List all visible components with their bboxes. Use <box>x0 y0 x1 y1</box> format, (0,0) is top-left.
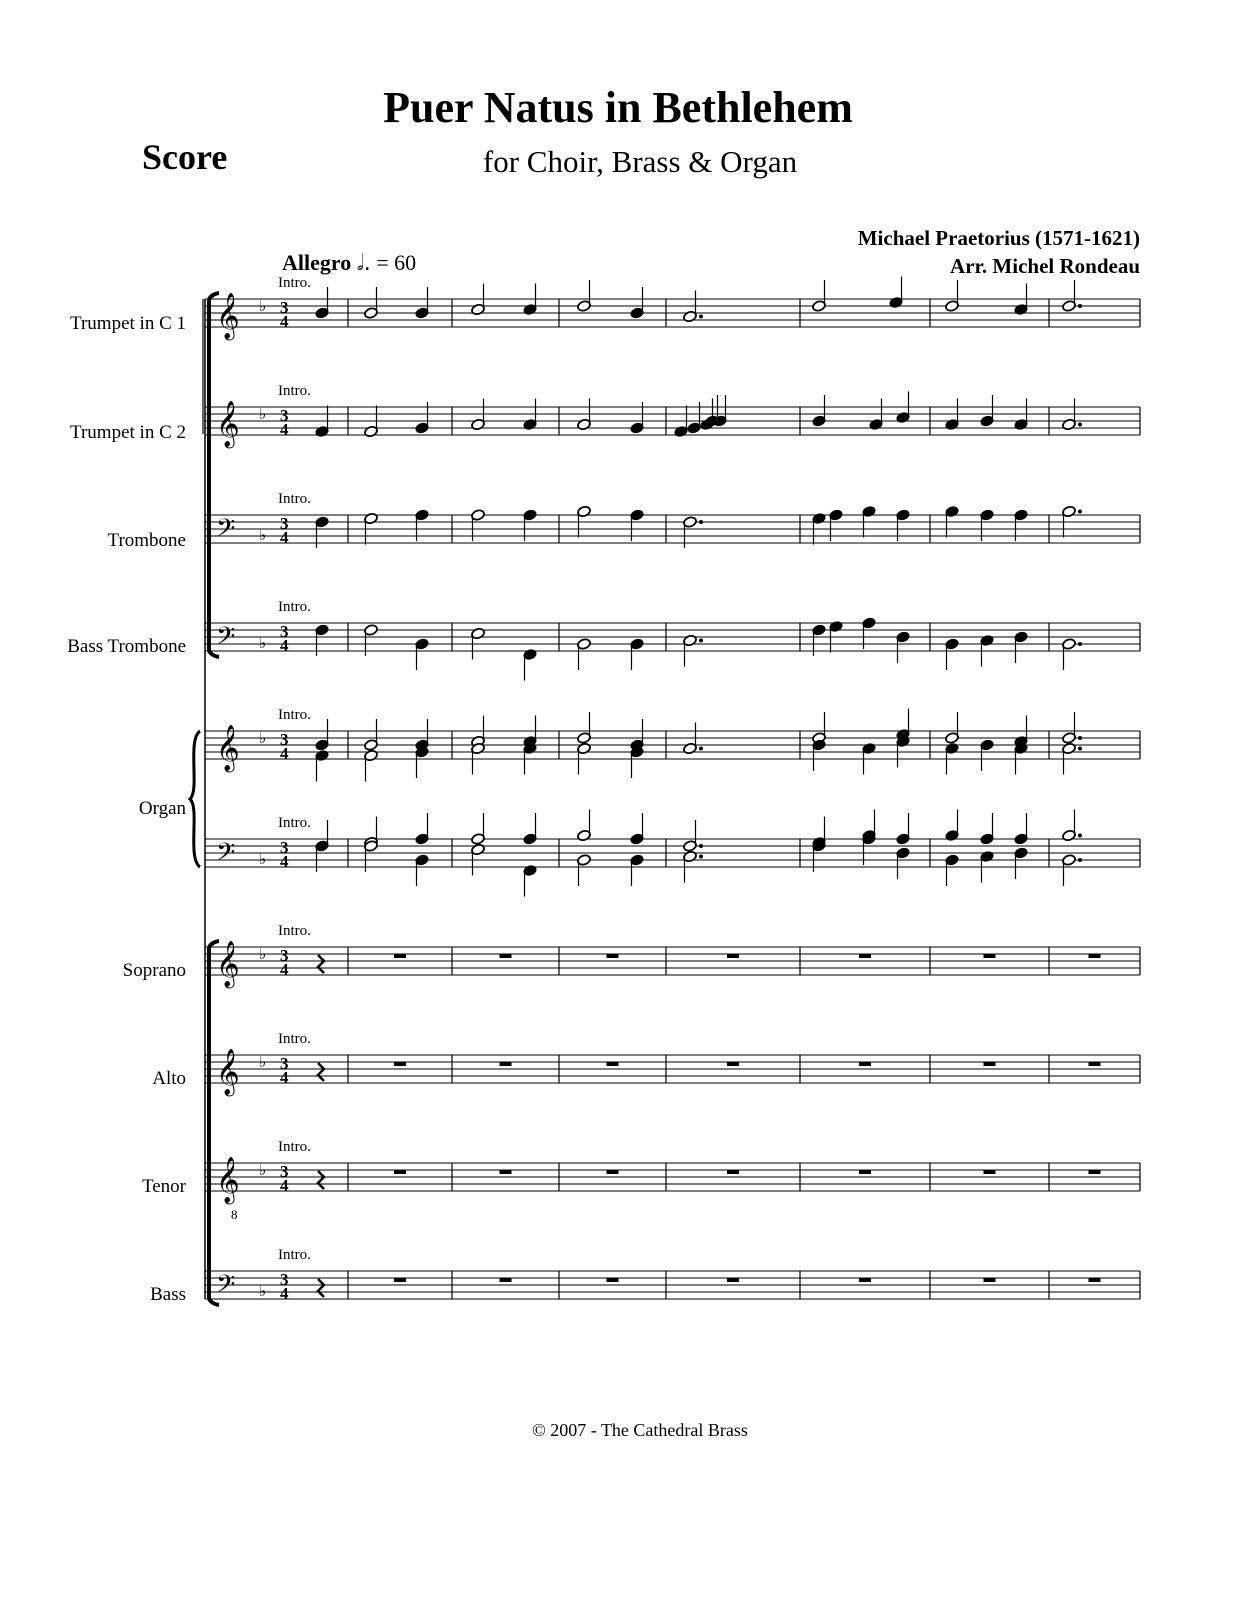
staff <box>205 407 1140 435</box>
quarter-rest-icon <box>318 1171 324 1189</box>
instrument-name-tenor: Tenor <box>141 1176 186 1197</box>
flat-icon: ♭ <box>259 1161 267 1179</box>
time-signature-top: 3 <box>280 1270 289 1289</box>
time-signature-bottom: 4 <box>280 528 289 547</box>
time-signature-top: 3 <box>280 1162 289 1181</box>
flat-icon: ♭ <box>259 1053 267 1071</box>
time-signature-bottom: 4 <box>280 852 289 871</box>
copyright: © 2007 - The Cathedral Brass <box>532 1420 748 1440</box>
time-signature-bottom: 4 <box>280 744 289 763</box>
instrument-name-trombone: Trombone <box>107 530 186 551</box>
whole-rest-icon <box>500 954 512 958</box>
brace-icon <box>190 731 200 867</box>
whole-rest-icon <box>607 1062 619 1066</box>
whole-rest-icon <box>727 1170 739 1174</box>
flat-icon: ♭ <box>259 405 267 423</box>
whole-rest-icon <box>394 1062 406 1066</box>
whole-rest-icon <box>1089 1170 1101 1174</box>
staff <box>205 1055 1140 1083</box>
dot <box>699 747 703 751</box>
section-label: Intro. <box>278 1247 311 1263</box>
dot <box>1078 304 1082 308</box>
whole-rest-icon <box>984 954 996 958</box>
time-signature-bottom: 4 <box>280 636 289 655</box>
time-signature-bottom: 4 <box>280 1284 289 1303</box>
section-label: Intro. <box>278 1139 311 1155</box>
instrument-name-bass-trombone: Bass Trombone <box>67 636 186 657</box>
time-signature-top: 3 <box>280 514 289 533</box>
dot <box>1078 736 1082 740</box>
bracket-icon <box>209 941 219 1305</box>
staff <box>205 839 1140 867</box>
whole-rest-icon <box>1089 1278 1101 1282</box>
dot <box>1078 834 1082 838</box>
whole-rest-icon <box>1089 954 1101 958</box>
whole-rest-icon <box>727 1062 739 1066</box>
whole-rest-icon <box>394 1170 406 1174</box>
score-title: Puer Natus in Bethlehem <box>383 83 853 132</box>
whole-rest-icon <box>1089 1062 1101 1066</box>
tempo-value: = 60 <box>376 250 417 275</box>
dot <box>699 844 703 848</box>
dot <box>699 639 703 643</box>
bass-clef-icon: 𝄢 <box>216 838 236 873</box>
bracket-icon <box>209 293 219 657</box>
staff <box>205 947 1140 975</box>
flat-icon: ♭ <box>259 1282 267 1300</box>
score-subtitle: for Choir, Brass & Organ <box>482 144 798 179</box>
flat-icon: ♭ <box>259 945 267 963</box>
bass-clef-icon: 𝄢 <box>216 1270 236 1305</box>
whole-rest-icon <box>500 1062 512 1066</box>
dot <box>1078 858 1082 862</box>
arranger-credit: Arr. Michel Rondeau <box>950 254 1140 278</box>
quarter-rest-icon <box>318 1063 324 1081</box>
dot <box>1078 423 1082 427</box>
whole-rest-icon <box>727 1278 739 1282</box>
dotted-half-note-icon: 𝅗𝅥. <box>356 251 371 276</box>
time-signature-top: 3 <box>280 406 289 425</box>
instrument-name-trumpet-1: Trumpet in C 1 <box>70 313 186 334</box>
whole-rest-icon <box>394 1278 406 1282</box>
flat-icon: ♭ <box>259 297 267 315</box>
staff <box>205 731 1140 759</box>
staff <box>205 1163 1140 1191</box>
treble-clef-icon: 𝄞 <box>216 293 240 339</box>
flat-icon: ♭ <box>259 729 267 747</box>
section-label: Intro. <box>278 275 311 291</box>
time-signature-top: 3 <box>280 730 289 749</box>
score-label: Score <box>142 137 228 177</box>
staff <box>205 299 1140 327</box>
quarter-rest-icon <box>318 955 324 973</box>
flat-icon: ♭ <box>259 526 267 544</box>
whole-rest-icon <box>984 1062 996 1066</box>
tempo-text: Allegro <box>282 250 352 275</box>
treble-clef-icon: 𝄞 <box>216 725 240 771</box>
staff <box>205 1271 1140 1299</box>
time-signature-top: 3 <box>280 946 289 965</box>
treble-clef-icon: 𝄞 <box>216 941 240 987</box>
dot <box>699 855 703 859</box>
instrument-name-trumpet-2: Trumpet in C 2 <box>70 422 186 443</box>
flat-icon: ♭ <box>259 850 267 868</box>
dot <box>1078 747 1082 751</box>
dot <box>699 520 703 524</box>
time-signature-top: 3 <box>280 298 289 317</box>
whole-rest-icon <box>500 1278 512 1282</box>
section-label: Intro. <box>278 815 311 831</box>
section-label: Intro. <box>278 599 311 615</box>
time-signature-bottom: 4 <box>280 312 289 331</box>
time-signature-top: 3 <box>280 838 289 857</box>
flat-icon: ♭ <box>259 634 267 652</box>
whole-rest-icon <box>859 954 871 958</box>
whole-rest-icon <box>394 954 406 958</box>
octave-marking: 8 <box>231 1207 238 1222</box>
quarter-rest-icon <box>318 1279 324 1297</box>
treble-clef-icon: 𝄞 <box>216 401 240 447</box>
dot <box>1078 642 1082 646</box>
whole-rest-icon <box>859 1062 871 1066</box>
time-signature-bottom: 4 <box>280 960 289 979</box>
bass-clef-icon: 𝄢 <box>216 622 236 657</box>
staff <box>205 623 1140 651</box>
instrument-name-alto: Alto <box>152 1068 186 1089</box>
bass-clef-icon: 𝄢 <box>216 514 236 549</box>
treble-clef-icon: 𝄞 <box>216 1157 240 1203</box>
time-signature-bottom: 4 <box>280 1176 289 1195</box>
whole-rest-icon <box>727 954 739 958</box>
time-signature-bottom: 4 <box>280 1068 289 1087</box>
staff <box>205 515 1140 543</box>
whole-rest-icon <box>607 954 619 958</box>
time-signature-top: 3 <box>280 1054 289 1073</box>
section-label: Intro. <box>278 1031 311 1047</box>
instrument-name-soprano: Soprano <box>122 960 186 981</box>
whole-rest-icon <box>984 1170 996 1174</box>
dot <box>699 315 703 319</box>
whole-rest-icon <box>859 1170 871 1174</box>
whole-rest-icon <box>607 1278 619 1282</box>
whole-rest-icon <box>984 1278 996 1282</box>
section-label: Intro. <box>278 923 311 939</box>
instrument-name-bass: Bass <box>150 1284 186 1305</box>
whole-rest-icon <box>607 1170 619 1174</box>
section-label: Intro. <box>278 383 311 399</box>
whole-rest-icon <box>500 1170 512 1174</box>
treble-clef-icon: 𝄞 <box>216 1049 240 1095</box>
instrument-name-organ: Organ <box>138 798 186 819</box>
time-signature-bottom: 4 <box>280 420 289 439</box>
time-signature-top: 3 <box>280 622 289 641</box>
composer-credit: Michael Praetorius (1571-1621) <box>857 226 1140 250</box>
section-label: Intro. <box>278 491 311 507</box>
dot <box>1078 510 1082 514</box>
whole-rest-icon <box>859 1278 871 1282</box>
section-label: Intro. <box>278 707 311 723</box>
